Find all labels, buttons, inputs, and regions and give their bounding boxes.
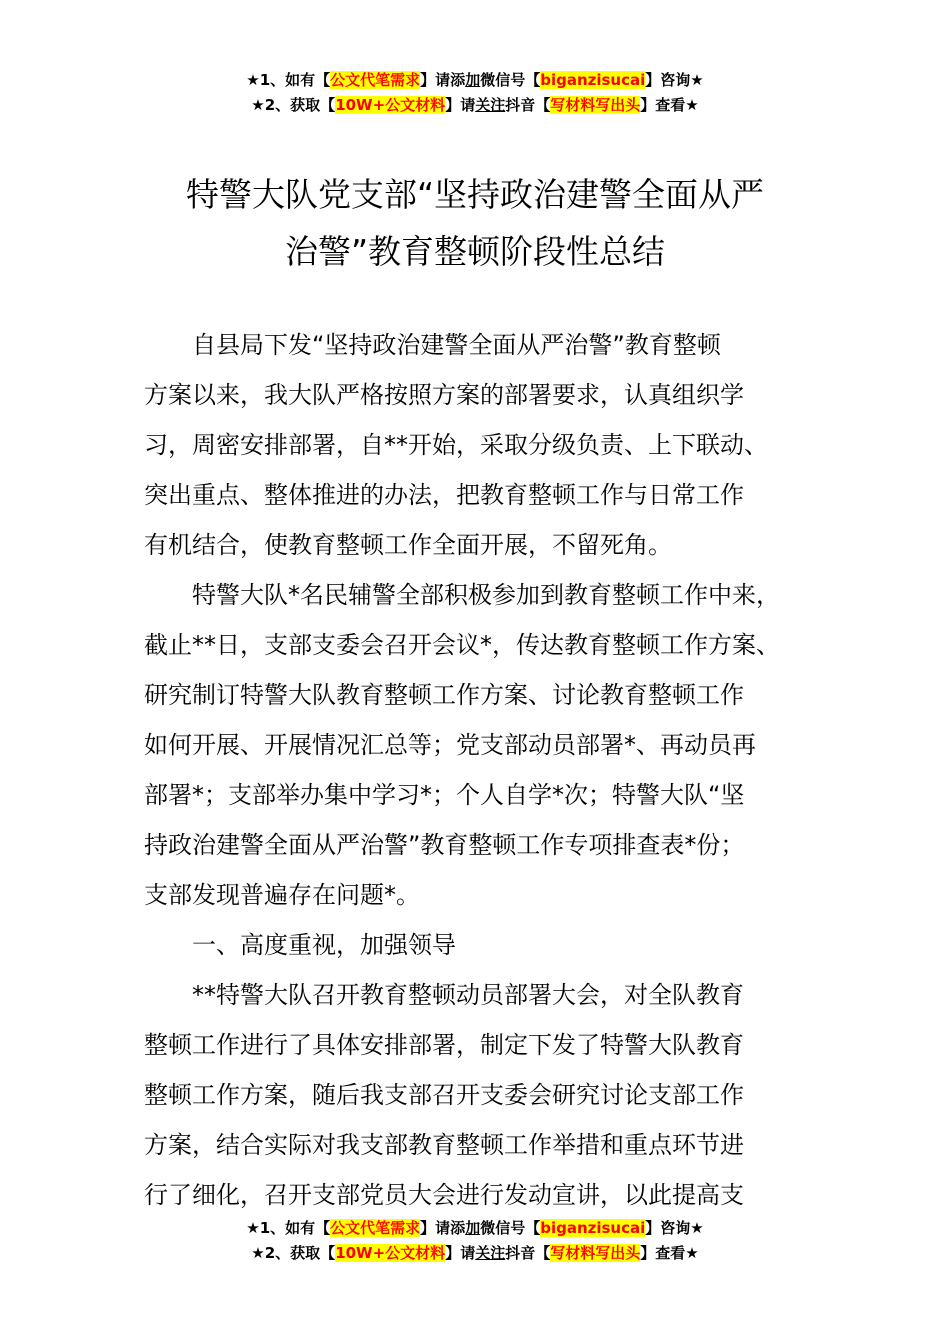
promo-text: ★1、如有【: [246, 1219, 331, 1237]
text-line: 习，周密安排部署，自**开始，采取分级负责、上下联动、: [144, 431, 768, 459]
promo-highlight-douyin: 写材料写出头: [550, 96, 641, 114]
promo-text: 】请添: [420, 1219, 466, 1237]
promo-text: 】查看★: [640, 1244, 699, 1262]
promo-highlight-douyin: 写材料写出头: [550, 1244, 641, 1262]
text-line: 方案以来，我大队严格按照方案的部署要求，认真组织学: [144, 381, 744, 409]
promo-highlight-service: 公文代笔需求: [330, 1219, 421, 1237]
promo-text: 】请: [445, 96, 476, 114]
paragraph-section-1: [144, 970, 834, 1220]
promo-highlight-materials: 10W+公文材料: [335, 96, 446, 114]
text-line: 研究制订特警大队教育整顿工作方案、讨论教育整顿工作: [144, 681, 744, 709]
text-line: 自县局下发“坚持政治建警全面从严治警”教育整顿: [192, 331, 721, 359]
promo-underlined-text: 加: [465, 1219, 481, 1237]
promo-banner-bottom: [0, 1216, 950, 1266]
text-line: 部署*；支部举办集中学习*；个人自学*次；特警大队“坚: [144, 781, 745, 809]
promo-line-1: [0, 1216, 950, 1241]
document-body: [144, 320, 834, 1220]
text-line: 持政治建警全面从严治警”教育整顿工作专项排查表*份；: [144, 831, 745, 859]
text-line: 方案，结合实际对我支部教育整顿工作举措和重点环节进: [144, 1131, 744, 1159]
promo-text: 】咨询★: [645, 71, 704, 89]
promo-text: ★1、如有【: [246, 71, 331, 89]
promo-text: 抖音【: [505, 1244, 551, 1262]
promo-banner-top: [0, 68, 950, 118]
document-title: [0, 166, 950, 280]
promo-highlight-wechat-id: biganzisucai: [540, 1219, 646, 1237]
promo-highlight-service: 公文代笔需求: [330, 71, 421, 89]
text-line: **特警大队召开教育整顿动员部署大会，对全队教育: [192, 981, 744, 1009]
promo-text: 微信号【: [480, 71, 541, 89]
promo-highlight-wechat-id: biganzisucai: [540, 71, 646, 89]
promo-underlined-text: 加: [465, 71, 481, 89]
title-line-2: 治警”教育整顿阶段性总结: [284, 232, 666, 271]
promo-line-2: [0, 93, 950, 118]
promo-text: ★2、获取【: [251, 1244, 336, 1262]
text-line: 支部发现普遍存在问题*。: [144, 881, 420, 909]
promo-highlight-materials: 10W+公文材料: [335, 1244, 446, 1262]
text-line: 整顿工作方案，随后我支部召开支委会研究讨论支部工作: [144, 1081, 744, 1109]
title-line-1: 特警大队党支部“坚持政治建警全面从严: [185, 175, 765, 214]
paragraph-intro: [144, 320, 834, 570]
text-line: 行了细化，召开支部党员大会进行发动宣讲，以此提高支: [144, 1181, 744, 1209]
promo-text: 】请: [445, 1244, 476, 1262]
promo-underlined-text: 关注: [475, 96, 506, 114]
promo-text: 】咨询★: [645, 1219, 704, 1237]
promo-text: 】请添: [420, 71, 466, 89]
text-line: 整顿工作进行了具体安排部署，制定下发了特警大队教育: [144, 1031, 744, 1059]
text-line: 如何开展、开展情况汇总等；党支部动员部署*、再动员再: [144, 731, 756, 759]
promo-text: 微信号【: [480, 1219, 541, 1237]
text-line: 特警大队*名民辅警全部积极参加到教育整顿工作中来，: [192, 581, 780, 609]
promo-text: ★2、获取【: [251, 96, 336, 114]
section-heading-1: 一、高度重视，加强领导: [192, 931, 456, 959]
paragraph-statistics: [144, 570, 834, 920]
text-line: 突出重点、整体推进的办法，把教育整顿工作与日常工作: [144, 481, 744, 509]
promo-text: 】查看★: [640, 96, 699, 114]
promo-line-1: [0, 68, 950, 93]
promo-underlined-text: 关注: [475, 1244, 506, 1262]
text-line: 有机结合，使教育整顿工作全面开展，不留死角。: [144, 531, 672, 559]
text-line: 截止**日，支部支委会召开会议*，传达教育整顿工作方案、: [144, 631, 780, 659]
promo-text: 抖音【: [505, 96, 551, 114]
promo-line-2: [0, 1241, 950, 1266]
